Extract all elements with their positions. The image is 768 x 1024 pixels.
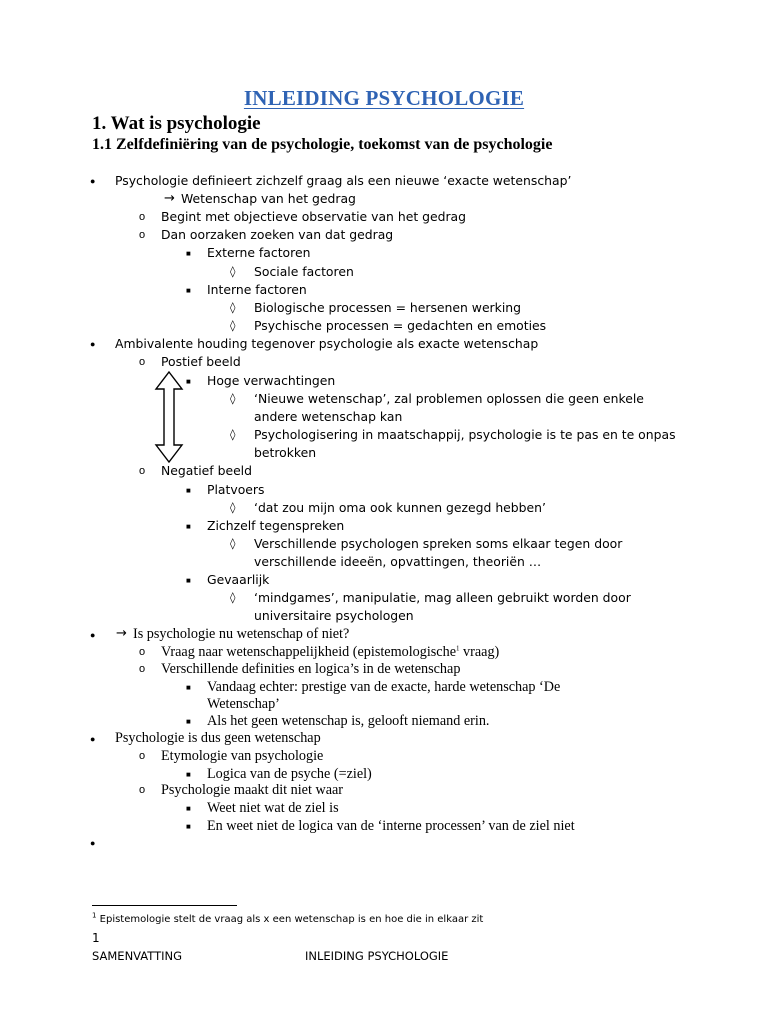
list-item: Wetenschap van het gedrag: [181, 191, 356, 206]
bullet-circle-icon: o: [139, 356, 146, 368]
list-item: ‘dat zou mijn oma ook kunnen gezegd hebben’: [254, 500, 546, 515]
bullet-square-icon: ■: [186, 822, 191, 831]
bullet-circle-icon: o: [139, 750, 146, 762]
bullet-square-icon: ■: [186, 286, 191, 295]
list-item-continuation: andere wetenschap kan: [254, 409, 403, 424]
bullet-diamond-icon: ◊: [230, 428, 236, 441]
list-item: Weet niet wat de ziel is: [207, 800, 339, 816]
list-item: Verschillende definities en logica’s in de wetenschap: [161, 661, 461, 677]
bullet-diamond-icon: ◊: [230, 301, 236, 314]
list-item: Begint met objectieve observatie van het gedrag: [161, 209, 467, 224]
list-item: Vandaag echter: prestige van de exacte, harde wetenschap ‘De: [207, 679, 561, 695]
bullet-circle-icon: o: [139, 663, 146, 675]
list-item: Psychologisering in maatschappij, psychologie is te pas en te onpas: [254, 427, 676, 442]
list-item: ‘Nieuwe wetenschap’, zal problemen oplossen die geen enkele: [254, 391, 644, 406]
footnote: [92, 913, 483, 927]
bullet-square-icon: ■: [186, 377, 191, 386]
bullet-diamond-icon: ◊: [230, 392, 236, 405]
footnote-text: Epistemologie stelt de vraag als x een wetenschap is en hoe die in elkaar zit: [99, 914, 484, 925]
bullet-diamond-icon: ◊: [230, 591, 236, 604]
footnote-reference[interactable]: 1: [456, 644, 460, 653]
heading-2: 1.1 Zelfdefiniëring van de psychologie, toekomst van de psychologie: [92, 136, 553, 153]
list-item: Logica van de psyche (=ziel): [207, 766, 372, 782]
list-item: Psychologie maakt dit niet waar: [161, 782, 344, 798]
bullet-circle-icon: o: [139, 229, 146, 241]
bullet-square-icon: ■: [186, 522, 191, 531]
footnote-separator: [92, 905, 237, 906]
page-number: 1: [92, 931, 100, 945]
list-item: Biologische processen = hersenen werking: [254, 300, 521, 315]
list-item: Psychologie is dus geen wetenschap: [115, 730, 321, 746]
list-item: Etymologie van psychologie: [161, 748, 324, 764]
heading-1: 1. Wat is psychologie: [92, 113, 261, 134]
list-item-continuation: verschillende ideeën, opvattingen, theoriën …: [254, 554, 542, 569]
arrow-right-icon: →: [164, 191, 175, 206]
list-item-continuation: betrokken: [254, 445, 317, 460]
bullet-square-icon: ■: [186, 683, 191, 692]
bullet-square-icon: ■: [186, 717, 191, 726]
list-item: Is psychologie nu wetenschap of niet?: [133, 626, 350, 642]
list-item: Platvoers: [207, 482, 265, 497]
arrow-right-icon: →: [116, 626, 127, 641]
list-item: Dan oorzaken zoeken van dat gedrag: [161, 227, 394, 242]
list-item-continuation: universitaire psychologen: [254, 608, 414, 623]
bullet-circle-icon: o: [139, 784, 146, 796]
bullet-square-icon: ■: [186, 770, 191, 779]
list-item: Sociale factoren: [254, 264, 354, 279]
bullet-diamond-icon: ◊: [230, 265, 236, 278]
bullet-diamond-icon: ◊: [230, 319, 236, 332]
bullet-circle-icon: o: [139, 211, 146, 223]
bullet-dot-icon: ●: [90, 838, 96, 848]
footer-right: INLEIDING PSYCHOLOGIE: [305, 949, 449, 963]
list-item: Ambivalente houding tegenover psychologie als exacte wetenschap: [115, 336, 539, 351]
list-item: Postief beeld: [161, 354, 241, 369]
list-item: Verschillende psychologen spreken soms elkaar tegen door: [254, 536, 623, 551]
bullet-dot-icon: ●: [90, 630, 96, 640]
list-item: En weet niet de logica van de ‘interne processen’ van de ziel niet: [207, 818, 575, 834]
list-item-continuation: Wetenschap’: [207, 696, 280, 712]
list-item: Externe factoren: [207, 245, 311, 260]
double-arrow-icon: [154, 371, 184, 463]
bullet-square-icon: ■: [186, 486, 191, 495]
list-item: Hoge verwachtingen: [207, 373, 336, 388]
bullet-square-icon: ■: [186, 804, 191, 813]
bullet-dot-icon: ●: [90, 339, 96, 349]
list-item: Interne factoren: [207, 282, 307, 297]
list-item: Als het geen wetenschap is, gelooft niemand erin.: [207, 713, 490, 729]
list-item: ‘mindgames’, manipulatie, mag alleen gebruikt worden door: [254, 590, 631, 605]
document-title: INLEIDING PSYCHOLOGIE: [243, 86, 525, 110]
bullet-diamond-icon: ◊: [230, 537, 236, 550]
list-item: Gevaarlijk: [207, 572, 270, 587]
list-item: Psychische processen = gedachten en emoties: [254, 318, 547, 333]
bullet-circle-icon: o: [139, 646, 146, 658]
bullet-square-icon: ■: [186, 576, 191, 585]
bullet-dot-icon: ●: [90, 176, 96, 186]
bullet-square-icon: ■: [186, 249, 191, 258]
list-item: Psychologie definieert zichzelf graag als een nieuwe ‘exacte wetenschap’: [115, 173, 572, 188]
bullet-circle-icon: o: [139, 465, 146, 477]
list-item: Vraag naar wetenschappelijkheid (epistemologische$^1$ vraag): [161, 644, 500, 660]
footer-left: SAMENVATTING: [92, 949, 183, 963]
footnote-marker: 1: [92, 911, 97, 920]
bullet-dot-icon: ●: [90, 734, 96, 744]
list-item: Zichzelf tegenspreken: [207, 518, 345, 533]
bullet-diamond-icon: ◊: [230, 501, 236, 514]
list-item: Negatief beeld: [161, 463, 252, 478]
